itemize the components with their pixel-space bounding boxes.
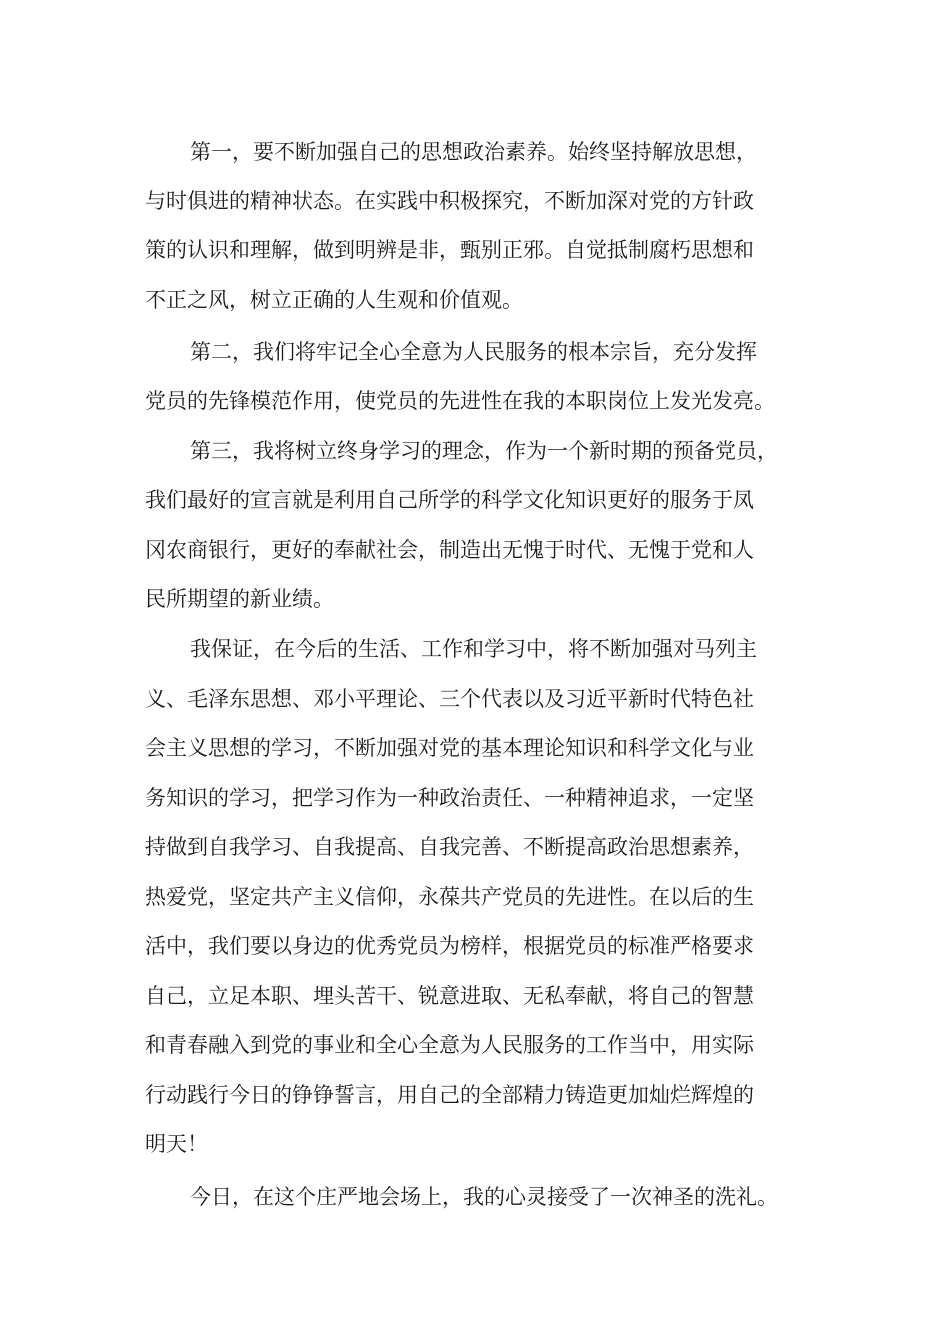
- paragraph-line: 我保证，在今后的生活、工作和学习中，将不断加强对马列主: [190, 637, 757, 661]
- paragraph-line: 明天！: [145, 1132, 208, 1156]
- paragraph-line: 会主义思想的学习，不断加强对党的基本理论知识和科学文化与业: [145, 736, 754, 760]
- paragraph-line: 今日，在这个庄严地会场上，我的心灵接受了一次神圣的洗礼。: [190, 1185, 778, 1209]
- paragraph-line: 第三，我将树立终身学习的理念，作为一个新时期的预备党员，: [190, 439, 778, 463]
- paragraph-line: 与时俱进的精神状态。在实践中积极探究，不断加深对党的方针政: [145, 189, 754, 213]
- paragraph-line: 活中，我们要以身边的优秀党员为榜样，根据党员的标准严格要求: [145, 934, 754, 958]
- paragraph-line: 民所期望的新业绩。: [145, 587, 334, 611]
- paragraph-line: 第一，要不断加强自己的思想政治素养。始终坚持解放思想，: [190, 140, 757, 164]
- paragraph-line: 行动践行今日的铮铮誓言，用自己的全部精力铸造更加灿烂辉煌的: [145, 1083, 754, 1107]
- paragraph-line: 我们最好的宣言就是利用自己所学的科学文化知识更好的服务于凤: [145, 488, 754, 512]
- paragraph-line: 义、毛泽东思想、邓小平理论、三个代表以及习近平新时代特色社: [145, 687, 754, 711]
- paragraph-line: 不正之风，树立正确的人生观和价值观。: [145, 288, 523, 312]
- paragraph-line: 务知识的学习，把学习作为一种政治责任、一种精神追求，一定坚: [145, 786, 754, 810]
- paragraph-line: 持做到自我学习、自我提高、自我完善、不断提高政治思想素养，: [145, 835, 754, 859]
- paragraph-line: 和青春融入到党的事业和全心全意为人民服务的工作当中，用实际: [145, 1033, 754, 1057]
- paragraph-line: 冈农商银行，更好的奉献社会，制造出无愧于时代、无愧于党和人: [145, 538, 754, 562]
- paragraph-line: 策的认识和理解，做到明辨是非，甄别正邪。自觉抵制腐朽思想和: [145, 238, 754, 262]
- paragraph-line: 热爱党，坚定共产主义信仰，永葆共产党员的先进性。在以后的生: [145, 885, 754, 909]
- paragraph-line: 第二，我们将牢记全心全意为人民服务的根本宗旨，充分发挥: [190, 340, 757, 364]
- paragraph-line: 党员的先锋模范作用，使党员的先进性在我的本职岗位上发光发亮。: [145, 389, 775, 413]
- paragraph-line: 自己，立足本职、埋头苦干、锐意进取、无私奉献，将自己的智慧: [145, 984, 754, 1008]
